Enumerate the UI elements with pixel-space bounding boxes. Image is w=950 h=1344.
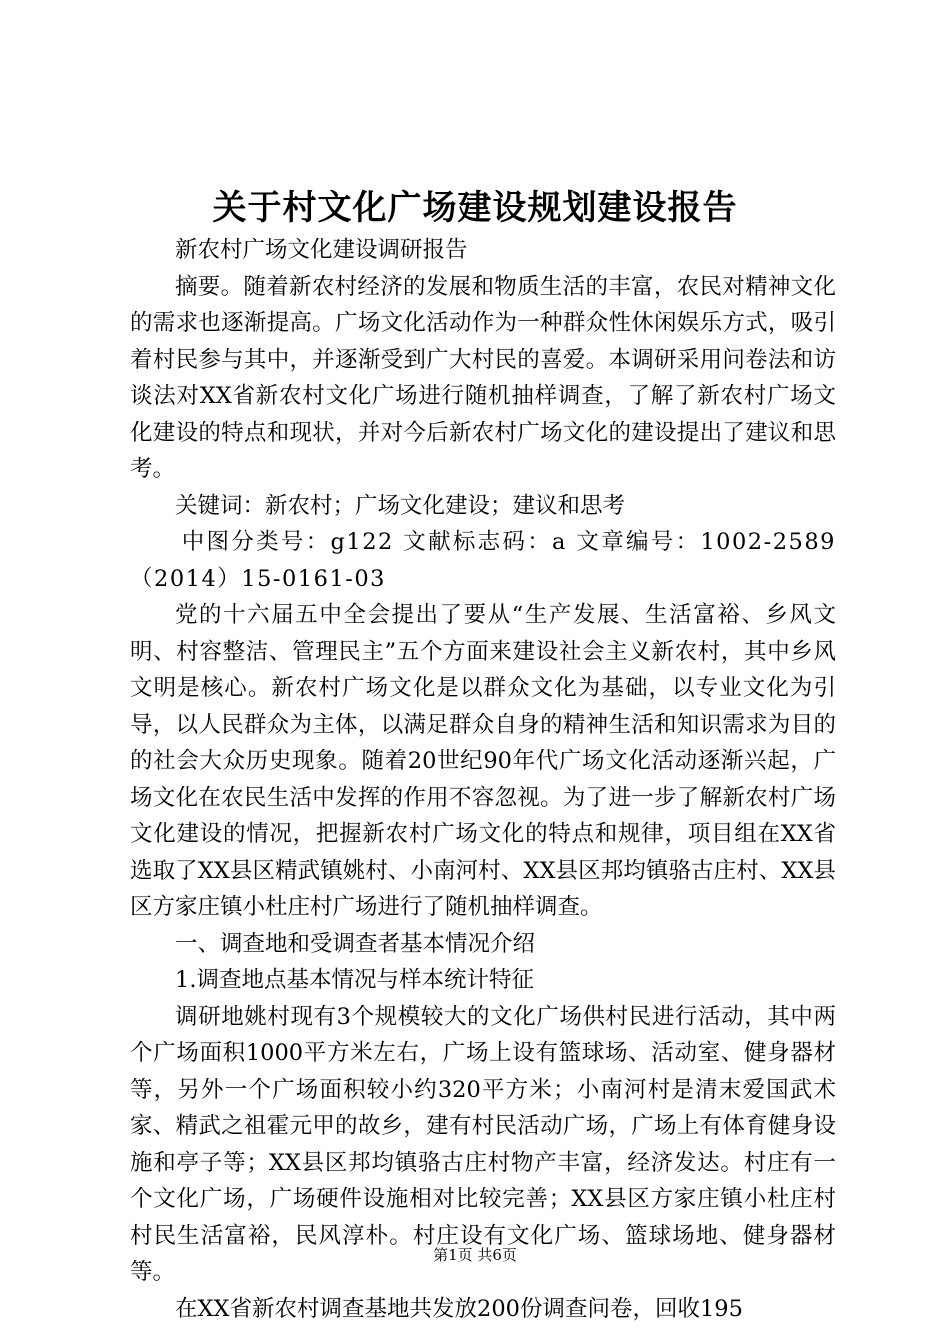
paragraph-questionnaire: 在XX省新农村调查基地共发放200份调查问卷，回收195 (175, 1295, 743, 1322)
paragraph-abstract: 摘要。随着新农村经济的发展和物质生活的丰富，农民对精神文化的需求也逐渐提高。广场文化活动作为一种群众性休闲娱乐方式，吸引着村民参与其中，并逐渐受到广大村民的喜爱。本调研采用问卷法和访谈法对XX省新农村文化广场进行随机抽样调查，了解了新农村广场文化建设的特点和现状，并对今后新农村广场文化的建设提出了建议和思考。 (130, 273, 836, 482)
paragraph-introduction: 党的十六届五中全会提出了要从“生产发展、生活富裕、乡风文明、村容整洁、管理民主”五个方面来建设社会主义新农村，其中乡风文明是核心。新农村广场文化是以群众文化为基础，以专业文化为引导，以人民群众为主体，以满足群众自身的精神生活和知识需求为目的的社会大众历史现象。随着20世纪90年代广场文化活动逐渐兴起，广场文化在农民生活中发挥的作用不容忽视。为了进一步了解新农村广场文化建设的情况，把握新农村广场文化的特点和规律，项目组在XX省选取了XX县区精武镇姚村、小南河村、XX县区邦均镇骆古庄村、XX县区方家庄镇小杜庄村广场进行了随机抽样调查。 (130, 602, 836, 920)
section-heading-1: 一、调查地和受调查者基本情况介绍 (175, 930, 536, 957)
paragraph-subtitle: 新农村广场文化建设调研报告 (175, 237, 468, 263)
paragraph-keywords: 关键词：新农村；广场文化建设；建议和思考 (175, 492, 626, 519)
paragraph-survey-sites: 调研地姚村现有3个规模较大的文化广场供村民进行活动，其中两个广场面积1000平方米左右，广场上设有篮球场、活动室、健身器材等，另外一个广场面积较小约320平方米；小南河村是清末爱国武术家、精武之祖霍元甲的故乡，建有村民活动广场，广场上有体育健身设施和亭子等；XX县区邦均镇骆古庄村物产丰富，经济发达。村庄有一个文化广场，广场硬件设施相对比较完善；XX县区方家庄镇小杜庄村村民生活富裕，民风淳朴。村庄设有文化广场、篮球场地、健身器材等。 (130, 1003, 836, 1285)
document-body (130, 232, 836, 1327)
paragraph-classification: 中图分类号：g122 文献标志码：a 文章编号：1002-2589（2014）15-0161-03 (130, 529, 836, 592)
subsection-heading-1-1: 1.调查地点基本情况与样本统计特征 (175, 967, 534, 993)
page-footer: 第1页 共6页 (433, 1246, 517, 1264)
document-title: 关于村文化广场建设规划建设报告 (212, 188, 738, 228)
